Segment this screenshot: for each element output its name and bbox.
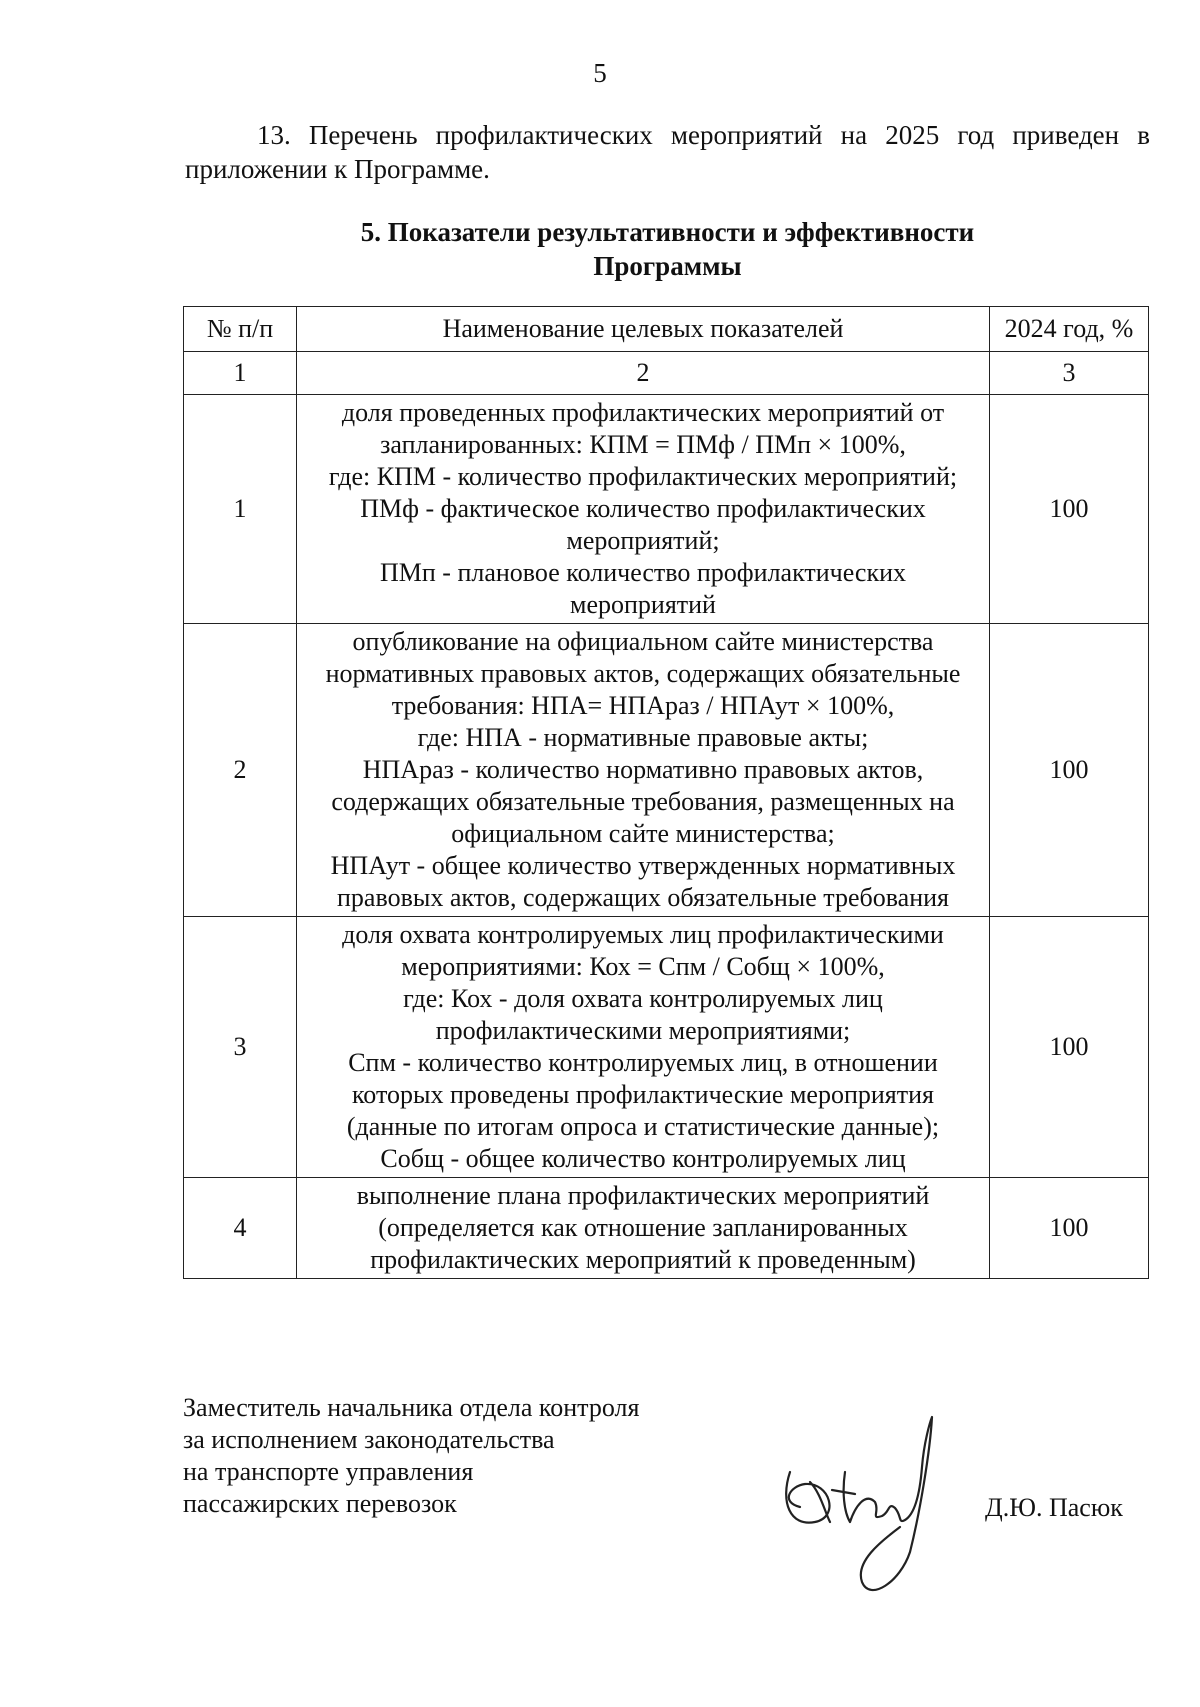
description-line: Спм - количество контролируемых лиц, в отношении	[348, 1048, 938, 1077]
signatory-position	[183, 1392, 783, 1520]
description-line: требования: НПА= НПАраз / НПАут × 100%,	[391, 691, 895, 720]
description-line: (определяется как отношение запланированных	[378, 1213, 908, 1242]
description-line: ПМф - фактическое количество профилактических	[360, 494, 926, 523]
indicator-value-cell: 100	[990, 1178, 1149, 1279]
section-title	[185, 215, 1150, 283]
description-line: которых проведены профилактические мероприятия	[351, 1080, 934, 1109]
handwritten-signature	[770, 1412, 960, 1612]
section-title-line-2: Программы	[593, 251, 742, 281]
description-line: где: НПА - нормативные правовые акты;	[417, 723, 869, 752]
description-line: (данные по итогам опроса и статистические данные);	[346, 1112, 940, 1141]
description-line: доля проведенных профилактических мероприятий от	[341, 398, 945, 427]
intro-paragraph-block	[185, 118, 1150, 186]
description-line: профилактических мероприятий к проведенным)	[370, 1245, 916, 1274]
index-cell: 3	[990, 352, 1149, 395]
position-line: Заместитель начальника отдела контроля	[183, 1393, 640, 1422]
table-row	[184, 917, 1149, 1178]
table-row	[184, 1178, 1149, 1279]
row-number-cell: 3	[184, 917, 297, 1178]
page-number: 5	[593, 58, 607, 88]
indicator-description-cell	[297, 1178, 990, 1279]
row-number-cell: 4	[184, 1178, 297, 1279]
table-row	[184, 624, 1149, 917]
description-line: НПАут - общее количество утвержденных нормативных	[330, 851, 956, 880]
indicators-table	[183, 306, 1149, 1279]
description-line: выполнение плана профилактических мероприятий	[356, 1181, 930, 1210]
table-row	[184, 395, 1149, 624]
header-cell-value: 2024 год, %	[990, 307, 1149, 352]
position-line: за исполнением законодательства	[183, 1425, 555, 1454]
description-line: где: КПМ - количество профилактических мероприятий;	[328, 462, 958, 491]
description-line: доля охвата контролируемых лиц профилактическими	[342, 920, 944, 949]
table-index-row	[184, 352, 1149, 395]
intro-paragraph: 13. Перечень профилактических мероприятий на 2025 год приведен в приложении к Программе.	[185, 120, 1150, 184]
description-line: содержащих обязательные требования, размещенных на	[331, 787, 955, 816]
table-body	[184, 395, 1149, 1279]
row-number-cell: 2	[184, 624, 297, 917]
description-line: официальном сайте министерства;	[451, 819, 835, 848]
indicator-description-cell	[297, 624, 990, 917]
position-line: на транспорте управления	[183, 1457, 474, 1486]
description-line: мероприятий	[570, 590, 716, 619]
description-line: запланированных: КПМ = ПМф / ПМп × 100%,	[380, 430, 906, 459]
indicator-description-cell	[297, 917, 990, 1178]
description-line: НПАраз - количество нормативно правовых актов,	[362, 755, 924, 784]
description-line: ПМп - плановое количество профилактических	[380, 558, 906, 587]
description-line: мероприятий;	[566, 526, 720, 555]
indicator-description-cell	[297, 395, 990, 624]
indicator-value-cell: 100	[990, 917, 1149, 1178]
header-cell-number: № п/п	[184, 307, 297, 352]
description-line: нормативных правовых актов, содержащих обязательные	[325, 659, 961, 688]
table-header-row	[184, 307, 1149, 352]
description-line: мероприятиями: Кох = Спм / Собщ × 100%,	[401, 952, 885, 981]
row-number-cell: 1	[184, 395, 297, 624]
description-line: где: Кох - доля охвата контролируемых лиц	[403, 984, 883, 1013]
description-line: правовых актов, содержащих обязательные требования	[337, 883, 949, 912]
indicator-value-cell: 100	[990, 624, 1149, 917]
index-cell: 1	[184, 352, 297, 395]
description-line: опубликование на официальном сайте министерства	[352, 627, 934, 656]
position-line: пассажирских перевозок	[183, 1489, 457, 1518]
index-cell: 2	[297, 352, 990, 395]
header-cell-name: Наименование целевых показателей	[297, 307, 990, 352]
description-line: Собщ - общее количество контролируемых лиц	[380, 1144, 906, 1173]
signatory-name: Д.Ю. Пасюк	[985, 1493, 1123, 1522]
description-line: профилактическими мероприятиями;	[435, 1016, 851, 1045]
indicator-value-cell: 100	[990, 395, 1149, 624]
section-title-line-1: 5. Показатели результативности и эффективности	[360, 217, 975, 247]
